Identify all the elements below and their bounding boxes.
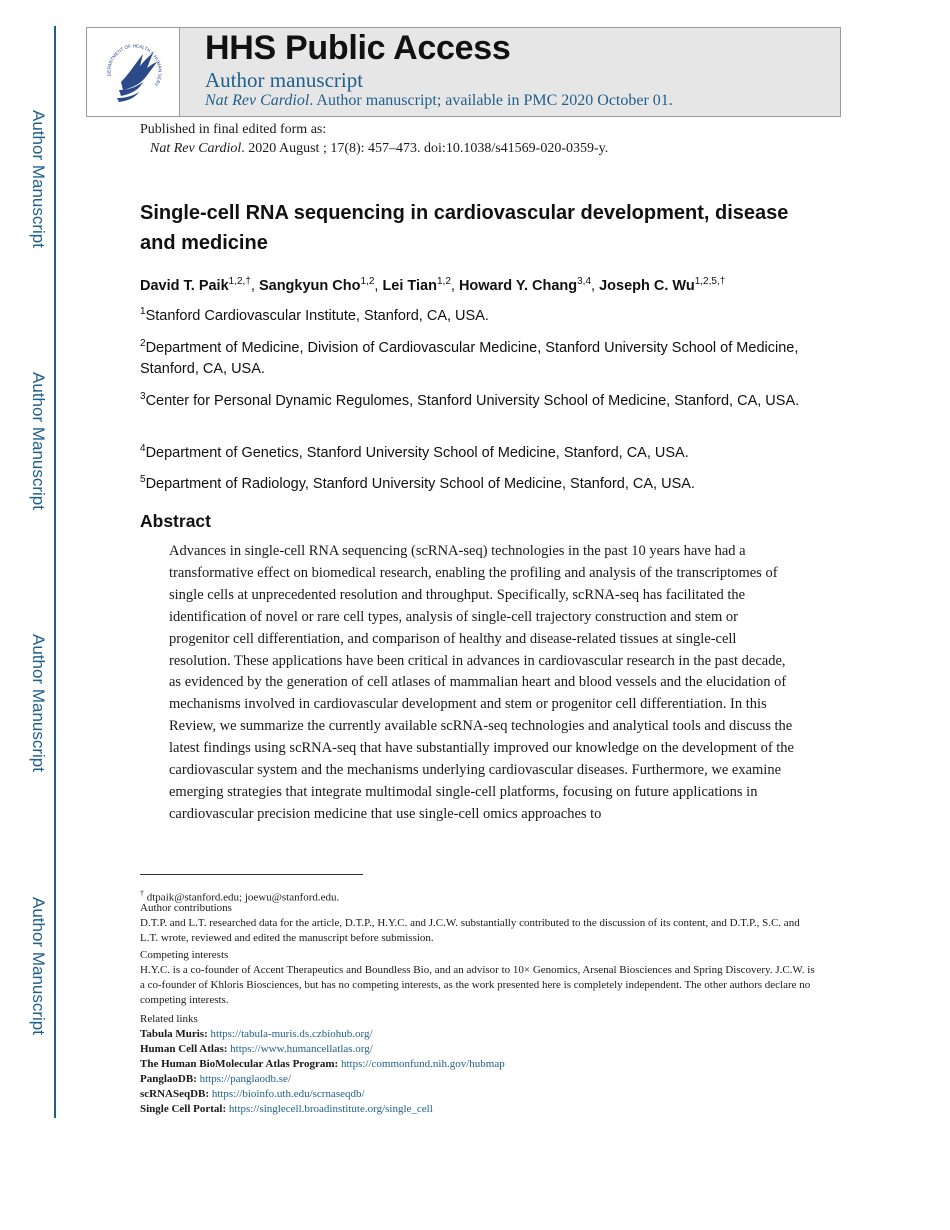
related-link[interactable]: https://singlecell.broadinstitute.org/single_cell bbox=[228, 1103, 433, 1115]
related-link[interactable]: https://panglaodb.se/ bbox=[199, 1073, 291, 1085]
author-name: Lei Tian bbox=[382, 277, 437, 294]
related-link-item: Human Cell Atlas: https://www.humancellatlas.org/ bbox=[140, 1043, 373, 1055]
correspondence-emails: dtpaik@stanford.edu; joewu@stanford.edu. bbox=[144, 891, 340, 904]
abstract-text: Advances in single-cell RNA sequencing (scRNA-seq) technologies in the past 10 years have had a transformative effect on biomedical research, enabling the profiling and analysis of the transcriptomes of single cells at unprecedented resolution and throughput. Specifically, scRNA-seq has facilitated the identification of novel or rare cell types, analysis of single-cell trajectory construction and stem or progenitor cell differentiation, and comparison of healthy and disease-related tissues at single-cell resolution. These applications have been critical in advances in cardiovascular research in the past decade, as evidenced by the generation of cell atlases of mammalian heart and blood vessels and the elucidation of mechanisms involved in cardiovascular development and stem or progenitor cell differentiation. In this Review, we summarize the currently available scRNA-seq technologies and analytical tools and discuss the latest findings using scRNA-seq that have substantially improved our knowledge on the development of the cardiovascular system and the mechanisms underlying cardiovascular diseases. Furthermore, we examine emerging strategies that integrate multimodal single-cell platforms, focusing on future applications in cardiovascular precision medicine that use single-cell omics approaches to bbox=[169, 543, 794, 822]
journal-name: Nat Rev Cardiol bbox=[205, 92, 310, 109]
related-link-item: Single Cell Portal: https://singlecell.broadinstitute.org/single_cell bbox=[140, 1103, 433, 1115]
dagger-mark: † bbox=[140, 889, 144, 898]
author-affiliation-marks: 1,2 bbox=[360, 276, 375, 287]
competing-text: H.Y.C. is a co-founder of Accent Therapeutics and Boundless Bio, and an advisor to 10× Genomics, Arsenal Biosciences and Spring Discovery. J.C.W. is a co-founder of Khloris Biosciences, but has no competing interests, as the work presented here is completely independent. The other authors declare no competing interests. bbox=[140, 964, 815, 1006]
hhs-logo bbox=[87, 28, 180, 116]
related-link-item: PanglaoDB: https://panglaodb.se/ bbox=[140, 1073, 291, 1085]
abstract-heading: Abstract bbox=[140, 511, 211, 531]
related-link-item: The Human BioMolecular Atlas Program: https://commonfund.nih.gov/hubmap bbox=[140, 1058, 505, 1070]
hhs-eagle-logo-icon bbox=[99, 36, 167, 108]
author-name: David T. Paik bbox=[140, 277, 229, 294]
author-name: Howard Y. Chang bbox=[458, 277, 578, 294]
related-link[interactable]: https://commonfund.nih.gov/hubmap bbox=[340, 1058, 505, 1070]
logo-ring-text: DEPARTMENT OF HEALTH & HUMAN SERV bbox=[106, 43, 163, 88]
author-affiliation-marks: 1,2,† bbox=[228, 276, 251, 287]
affiliation: $^5$Department of Radiology, Stanford University School of Medicine, Stanford, CA, USA. bbox=[140, 474, 695, 492]
hhs-title: HHS Public Access bbox=[205, 29, 511, 67]
related-link[interactable]: https://www.humancellatlas.org/ bbox=[230, 1043, 373, 1055]
author-name: Sangkyun Cho bbox=[258, 277, 361, 294]
footnote-divider bbox=[140, 874, 363, 875]
affiliation: $^2$Department of Medicine, Division of Cardiovascular Medicine, Stanford University School of Medicine, Stanford, CA, USA. bbox=[140, 338, 799, 377]
author-affiliation-marks: 1,2 bbox=[436, 276, 451, 287]
contributions-text: D.T.P. and L.T. researched data for the article, D.T.P., H.Y.C. and J.C.W. substantially contributed to the discussion of its content, and D.T.P., S.C. and L.T. wrote, reviewed and edited the manuscript before submission. bbox=[140, 917, 800, 944]
article-title: Single-cell RNA sequencing in cardiovascular development, disease and medicine bbox=[140, 202, 789, 254]
related-link[interactable]: https://tabula-muris.ds.czbiohub.org/ bbox=[210, 1028, 373, 1040]
hhs-header-banner bbox=[86, 27, 841, 117]
published-label: Published in final edited form as: bbox=[140, 122, 327, 137]
citation-journal: Nat Rev Cardiol bbox=[150, 141, 242, 156]
side-rule bbox=[54, 26, 56, 1118]
affiliation: $^1$Stanford Cardiovascular Institute, Stanford, CA, USA. bbox=[140, 306, 489, 324]
citation bbox=[150, 141, 608, 157]
affiliation: $^3$Center for Personal Dynamic Regulomes, Stanford University School of Medicine, Stanford, CA, USA. bbox=[140, 391, 800, 409]
affiliation: $^4$Department of Genetics, Stanford University School of Medicine, Stanford, CA, USA. bbox=[140, 443, 689, 461]
related-links-list bbox=[140, 1027, 820, 1117]
author-affiliation-marks: 1,2,5,† bbox=[694, 276, 726, 287]
related-link-item: Tabula Muris: https://tabula-muris.ds.czbiohub.org/ bbox=[140, 1028, 373, 1040]
author-name: Joseph C. Wu bbox=[599, 277, 695, 294]
author-list: David T. Paik$^{1,2,\dagger}$, Sangkyun Cho$^{1,2}$, Lei Tian$^{1,2}$, Howard Y. Chang$^{3,4}$, Joseph C. $Wu^{1,2,5,\dagger}$ bbox=[140, 276, 726, 294]
hhs-availability bbox=[205, 92, 673, 110]
hhs-subtitle: Author manuscript bbox=[205, 68, 364, 92]
availability-text: . Author manuscript; available in PMC 2020 October 01. bbox=[309, 92, 673, 109]
related-link-item: scRNASeqDB: https://bioinfo.uth.edu/scrnaseqdb/ bbox=[140, 1088, 365, 1100]
related-link[interactable]: https://bioinfo.uth.edu/scrnaseqdb/ bbox=[211, 1088, 365, 1100]
related-links-heading: Related links bbox=[140, 1013, 198, 1025]
contributions-heading: Author contributions bbox=[140, 902, 232, 914]
citation-details: . 2020 August ; 17(8): 457–473. doi:10.1038/s41569-020-0359-y. bbox=[241, 141, 609, 156]
competing-heading: Competing interests bbox=[140, 949, 229, 961]
author-affiliation-marks: 3,4 bbox=[577, 276, 592, 287]
